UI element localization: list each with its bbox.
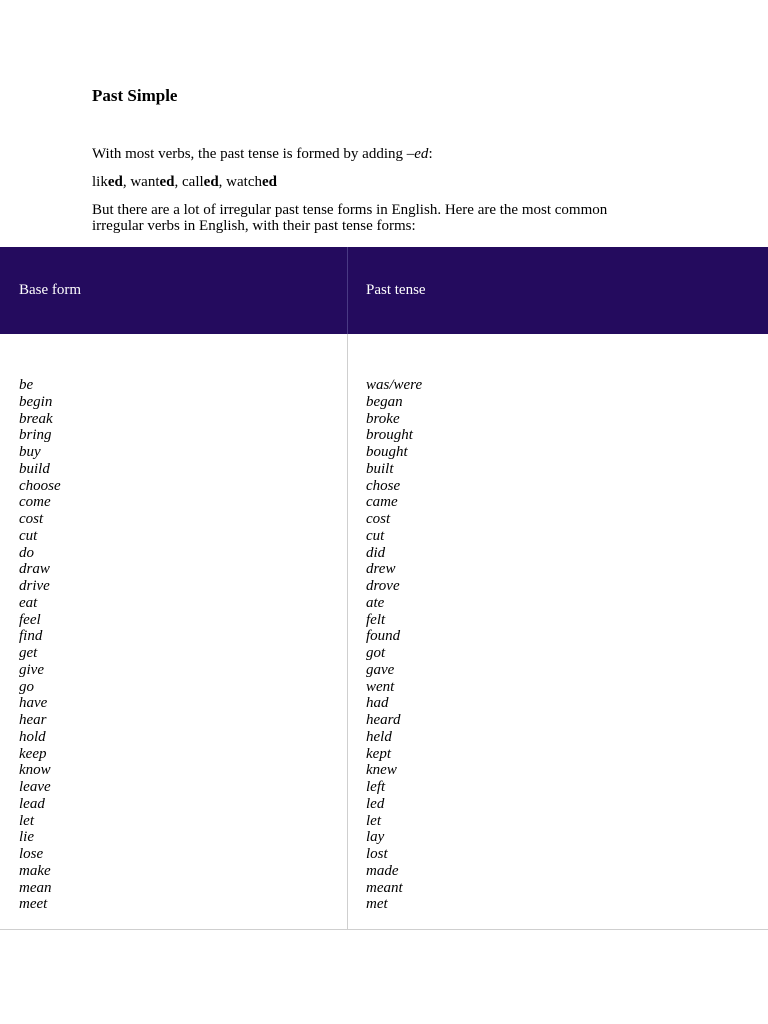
base-form-cell: cut [19,527,38,544]
past-tense-cell: left [366,779,386,795]
example-ending: ed [107,174,123,190]
base-form-cell: draw [19,561,50,578]
past-tense-cell: met [366,896,388,913]
past-tense-column [366,377,422,913]
base-form-cell: buy [19,444,41,460]
past-tense-cell: went [366,678,395,695]
example-stem: watch [226,174,262,190]
base-form-cell: leave [19,779,51,795]
verb-table [0,247,768,930]
past-tense-cell: had [366,695,389,712]
past-tense-cell: was/were [366,377,423,393]
base-form-cell: cost [19,511,44,527]
base-form-cell: begin [19,393,53,410]
base-form-cell: do [19,544,34,561]
past-tense-cell: found [366,628,401,645]
base-form-cell: come [19,494,51,511]
past-tense-cell: let [366,812,381,829]
example-stem: call [182,174,204,190]
irregular-intro-paragraph: But there are a lot of irregular past tense forms in English. Here are the most common irregular verbs in English, with their past tense forms: [92,202,608,234]
past-tense-cell: broke [366,410,400,427]
example-ending: ed [159,174,175,190]
past-tense-cell: lay [366,829,385,846]
past-tense-cell: brought [366,427,413,444]
base-form-cell: make [19,862,51,879]
base-form-cell: lie [19,829,34,846]
page-title: Past Simple [92,86,178,105]
base-form-cell: find [19,628,43,645]
base-form-cell: be [19,377,34,393]
base-form-cell: keep [19,745,47,762]
past-tense-cell: drove [366,578,400,594]
past-tense-cell: made [366,862,399,879]
ed-suffix: –ed [406,146,429,162]
past-tense-cell: kept [366,745,391,762]
header-past-tense: Past tense [366,282,426,298]
past-tense-cell: did [366,544,386,561]
past-tense-cell: knew [366,762,397,779]
past-tense-cell: bought [366,444,408,460]
past-tense-cell: felt [366,611,386,628]
base-form-cell: let [19,812,34,829]
base-form-cell: choose [19,477,61,494]
example-stem: lik [92,174,108,190]
base-form-cell: build [19,460,50,477]
past-tense-cell: came [366,494,398,511]
intro-paragraph [92,146,652,162]
base-form-cell: feel [19,611,41,628]
base-form-cell: give [19,661,44,678]
example-ending: ed [262,174,277,190]
past-tense-cell: ate [366,594,385,611]
base-form-cell: lead [19,795,45,812]
past-tense-cell: lost [366,846,388,862]
header-base-form: Base form [19,282,82,298]
base-form-cell: hear [19,712,47,728]
past-tense-cell: led [366,795,385,812]
past-tense-cell: drew [366,561,396,578]
example-stem: want [130,174,160,190]
examples-line: liked, wanted, called, watched [92,174,277,190]
header-divider [347,247,348,334]
base-form-cell: hold [19,728,46,745]
base-form-cell: drive [19,578,50,594]
intro-colon: : [428,146,433,162]
base-form-cell: eat [19,594,38,611]
base-form-cell: get [19,645,38,661]
base-form-cell: bring [19,427,52,444]
past-tense-cell: held [366,728,392,745]
intro-text: With most verbs, the past tense is formed by adding [92,146,407,162]
base-form-column [19,377,61,913]
base-form-cell: break [19,410,53,427]
base-form-cell: have [19,695,48,712]
base-form-cell: lose [19,846,44,862]
past-tense-cell: began [366,393,403,410]
past-tense-cell: built [366,460,394,477]
past-tense-cell: cut [366,527,385,544]
base-form-cell: know [19,762,51,779]
past-tense-cell: cost [366,511,391,527]
column-divider [347,334,348,929]
past-tense-cell: meant [366,879,403,896]
past-tense-cell: got [366,645,386,661]
base-form-cell: mean [19,879,52,896]
example-ending: ed [203,174,219,190]
past-tense-cell: gave [366,661,395,678]
base-form-cell: meet [19,896,48,913]
base-form-cell: go [19,678,34,695]
table-header [0,247,768,334]
past-tense-cell: heard [366,712,401,728]
past-tense-cell: chose [366,477,401,494]
